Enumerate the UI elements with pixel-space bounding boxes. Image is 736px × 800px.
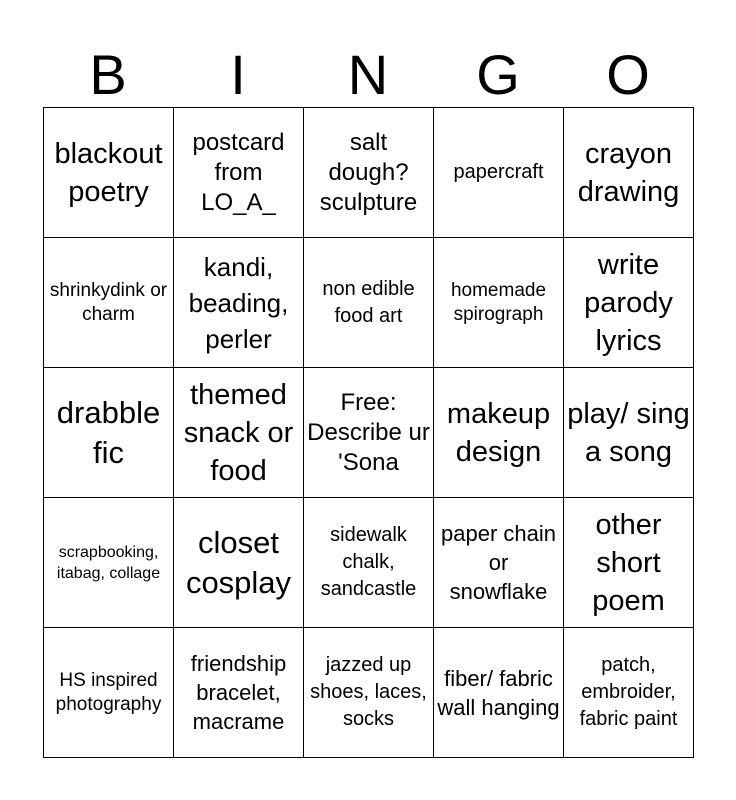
bingo-cell-r1c5[interactable]: [564, 108, 694, 238]
cell-text: scrapbooking, itabag, collage: [56, 543, 161, 582]
cell-text: other short poem: [592, 508, 665, 617]
bingo-cell-r1c2[interactable]: [174, 108, 304, 238]
bingo-cell-r3c4[interactable]: [434, 368, 564, 498]
bingo-cell-r5c2[interactable]: [174, 628, 304, 758]
bingo-cell-r2c3[interactable]: [304, 238, 434, 368]
cell-text: postcard from LO_A_: [192, 128, 285, 216]
bingo-cell-r5c1[interactable]: [44, 628, 174, 758]
bingo-cell-r5c5[interactable]: [564, 628, 694, 758]
cell-text: play/ sing a song: [567, 397, 690, 468]
bingo-cell-r3c3[interactable]: [304, 368, 434, 498]
bingo-board: [43, 107, 694, 758]
bingo-cell-r5c3[interactable]: [304, 628, 434, 758]
header-letter-b: B: [89, 43, 127, 106]
cell-text: sidewalk chalk, sandcastle: [320, 524, 417, 600]
cell-text: papercraft: [453, 161, 544, 183]
cell-text: homemade spirograph: [450, 279, 547, 325]
bingo-cell-r2c4[interactable]: [434, 238, 564, 368]
cell-text: non edible food art: [322, 277, 415, 327]
bingo-header: [43, 42, 693, 108]
bingo-cell-r4c4[interactable]: [434, 498, 564, 628]
header-letter-o: O: [606, 43, 650, 106]
bingo-cell-r3c2[interactable]: [174, 368, 304, 498]
bingo-cell-r4c3[interactable]: [304, 498, 434, 628]
cell-text: Free: Describe ur 'Sona: [307, 388, 430, 476]
cell-text: HS inspired photography: [55, 669, 162, 715]
cell-text: patch, embroider, fabric paint: [579, 654, 678, 730]
cell-text: crayon drawing: [577, 137, 680, 208]
cell-text: shrinkydink or charm: [49, 279, 168, 325]
cell-text: paper chain or snowflake: [441, 521, 556, 604]
cell-text: jazzed up shoes, laces, socks: [310, 654, 427, 730]
bingo-cell-r4c5[interactable]: [564, 498, 694, 628]
cell-text: themed snack or food: [183, 378, 294, 487]
bingo-cell-r4c1[interactable]: [44, 498, 174, 628]
bingo-cell-r5c4[interactable]: [434, 628, 564, 758]
cell-text: drabble fic: [56, 394, 161, 470]
bingo-cell-r1c4[interactable]: [434, 108, 564, 238]
cell-text: closet cosplay: [185, 524, 292, 600]
cell-text: makeup design: [446, 397, 551, 468]
cell-text: kandi, beading, perler: [188, 251, 289, 354]
cell-text: friendship bracelet, macrame: [190, 651, 287, 734]
bingo-cell-r3c5[interactable]: [564, 368, 694, 498]
bingo-cell-r2c1[interactable]: [44, 238, 174, 368]
cell-text: blackout poetry: [54, 137, 163, 208]
cell-text: salt dough? sculpture: [319, 128, 418, 216]
cell-text: fiber/ fabric wall hanging: [437, 665, 560, 720]
header-letter-g: G: [476, 43, 520, 106]
bingo-cell-r4c2[interactable]: [174, 498, 304, 628]
header-letter-i: I: [230, 43, 246, 106]
cell-text: write parody lyrics: [584, 248, 673, 357]
bingo-cell-r2c5[interactable]: [564, 238, 694, 368]
bingo-cell-r1c1[interactable]: [44, 108, 174, 238]
header-letter-n: N: [347, 43, 389, 106]
bingo-cell-r3c1[interactable]: [44, 368, 174, 498]
bingo-cell-r1c3[interactable]: [304, 108, 434, 238]
bingo-cell-r2c2[interactable]: [174, 238, 304, 368]
